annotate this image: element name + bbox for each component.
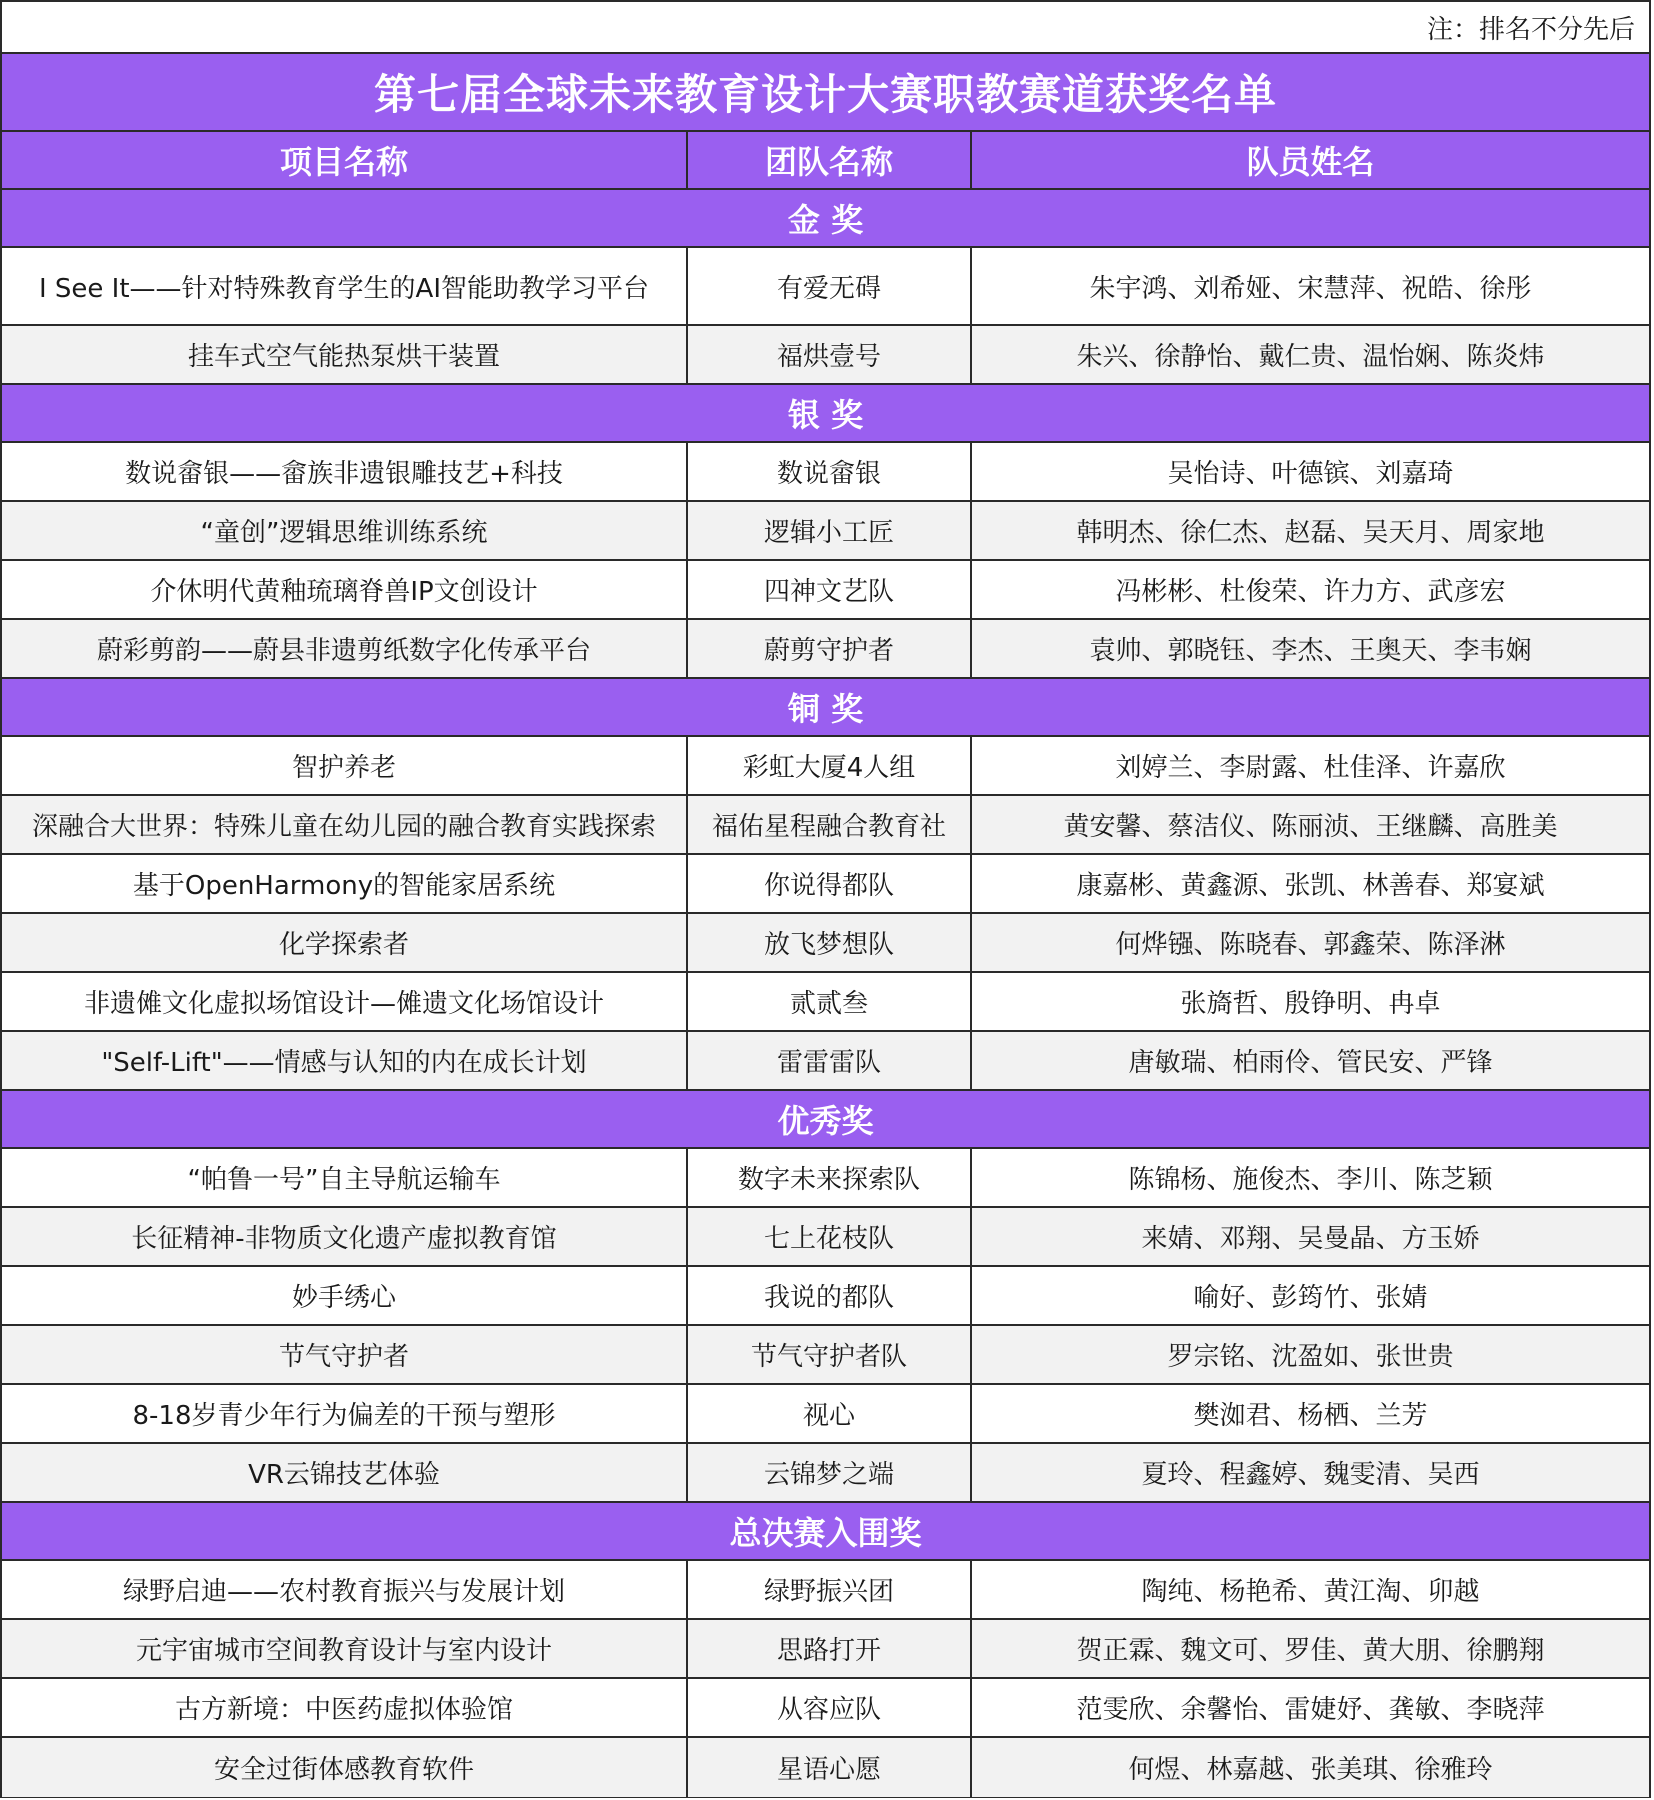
- table-row: [2, 855, 1649, 914]
- section-heading: 总决赛入围奖: [2, 1503, 1649, 1561]
- members-cell: 罗宗铭、沈盈如、张世贵: [1167, 1342, 1454, 1372]
- table-row: [2, 1385, 1649, 1444]
- header-members: 队员姓名: [1246, 143, 1375, 181]
- project-cell: 介休明代黄釉琉璃脊兽IP文创设计: [2, 561, 688, 618]
- table-row: [2, 443, 1649, 502]
- members-cell: 刘婷兰、李尉露、杜佳泽、许嘉欣: [1115, 753, 1506, 783]
- project-cell: 节气守护者: [2, 1326, 688, 1383]
- members-cell: 朱兴、徐静怡、戴仁贵、温怡娴、陈炎炜: [1076, 342, 1545, 372]
- team-cell: 数说畲银: [688, 443, 972, 500]
- members-cell: 贺正霖、魏文可、罗佳、黄大朋、徐鹏翔: [1076, 1636, 1545, 1666]
- team-cell: 思路打开: [688, 1620, 972, 1677]
- team-cell: 你说得都队: [688, 855, 972, 912]
- ranking-note-text: 注：排名不分先后: [1426, 14, 1635, 45]
- table-row: [2, 737, 1649, 796]
- table-row: [2, 1149, 1649, 1208]
- table-row: [2, 248, 1649, 326]
- team-cell: 数字未来探索队: [688, 1149, 972, 1206]
- project-cell: I See It——针对特殊教育学生的AI智能助教学习平台: [2, 248, 688, 324]
- team-cell: 彩虹大厦4人组: [688, 737, 972, 794]
- table-row: [2, 1679, 1649, 1738]
- table-row: [2, 620, 1649, 679]
- members-cell: 樊洳君、杨栖、兰芳: [1193, 1401, 1428, 1431]
- team-cell: 从容应队: [688, 1679, 972, 1736]
- table-row: [2, 1620, 1649, 1679]
- team-cell: 节气守护者队: [688, 1326, 972, 1383]
- members-cell: 夏玲、程鑫婷、魏雯清、吴西: [1141, 1460, 1480, 1490]
- table-row: [2, 1444, 1649, 1503]
- members-cell: 喻好、彭筠竹、张婧: [1193, 1283, 1428, 1313]
- project-cell: 化学探索者: [2, 914, 688, 971]
- project-cell: VR云锦技艺体验: [2, 1444, 688, 1501]
- project-cell: 8-18岁青少年行为偏差的干预与塑形: [2, 1385, 688, 1442]
- team-cell: 福佑星程融合教育社: [688, 796, 972, 853]
- team-cell: 贰贰叁: [688, 973, 972, 1030]
- table-header: [2, 132, 1649, 190]
- project-cell: 非遗傩文化虚拟场馆设计—傩遗文化场馆设计: [2, 973, 688, 1030]
- members-cell: 陈锦杨、施俊杰、李川、陈芝颖: [1128, 1165, 1493, 1195]
- table-row: [2, 1208, 1649, 1267]
- members-cell: 张旖哲、殷铮明、冉卓: [1180, 989, 1441, 1019]
- table-row: [2, 326, 1649, 385]
- members-cell: 何烨镪、陈晓春、郭鑫荣、陈泽淋: [1115, 930, 1506, 960]
- table-row: [2, 1267, 1649, 1326]
- team-cell: 四神文艺队: [688, 561, 972, 618]
- team-cell: 云锦梦之端: [688, 1444, 972, 1501]
- project-cell: 长征精神-非物质文化遗产虚拟教育馆: [2, 1208, 688, 1265]
- members-cell: 冯彬彬、杜俊荣、许力方、武彦宏: [1115, 577, 1506, 607]
- members-cell: 袁帅、郭晓钰、李杰、王奥天、李韦娴: [1089, 636, 1532, 666]
- ranking-note: [2, 2, 1649, 54]
- project-cell: 基于OpenHarmony的智能家居系统: [2, 855, 688, 912]
- project-cell: 妙手绣心: [2, 1267, 688, 1324]
- members-cell: 范雯欣、余馨怡、雷婕妤、龚敏、李晓萍: [1076, 1695, 1545, 1725]
- project-cell: 古方新境：中医药虚拟体验馆: [2, 1679, 688, 1736]
- members-cell: 吴怡诗、叶德镔、刘嘉琦: [1167, 459, 1454, 489]
- project-cell: “童创”逻辑思维训练系统: [2, 502, 688, 559]
- project-cell: 挂车式空气能热泵烘干装置: [2, 326, 688, 383]
- page-title: [2, 54, 1649, 132]
- section-heading: 金 奖: [2, 190, 1649, 248]
- team-cell: 福烘壹号: [688, 326, 972, 383]
- section-heading: 优秀奖: [2, 1091, 1649, 1149]
- page-title-text: 第七届全球未来教育设计大赛职教赛道获奖名单: [373, 70, 1277, 119]
- table-row: [2, 1032, 1649, 1091]
- table-row: [2, 1738, 1649, 1797]
- team-cell: 我说的都队: [688, 1267, 972, 1324]
- team-cell: 雷雷雷队: [688, 1032, 972, 1089]
- table-row: [2, 914, 1649, 973]
- team-cell: 放飞梦想队: [688, 914, 972, 971]
- award-table-body: [2, 190, 1649, 1797]
- members-cell: 韩明杰、徐仁杰、赵磊、吴天月、周家地: [1076, 518, 1545, 548]
- team-cell: 有爱无碍: [688, 248, 972, 324]
- members-cell: 黄安馨、蔡洁仪、陈丽浈、王继麟、高胜美: [1063, 812, 1558, 842]
- members-cell: 何煜、林嘉越、张美琪、徐雅玲: [1128, 1755, 1493, 1785]
- members-cell: 朱宇鸿、刘希娅、宋慧萍、祝皓、徐彤: [1089, 273, 1532, 304]
- table-row: [2, 561, 1649, 620]
- project-cell: 深融合大世界：特殊儿童在幼儿园的融合教育实践探索: [2, 796, 688, 853]
- table-row: [2, 1561, 1649, 1620]
- table-row: [2, 973, 1649, 1032]
- table-row: [2, 1326, 1649, 1385]
- project-cell: 智护养老: [2, 737, 688, 794]
- section-heading: 银 奖: [2, 385, 1649, 443]
- team-cell: 星语心愿: [688, 1738, 972, 1797]
- project-cell: 元宇宙城市空间教育设计与室内设计: [2, 1620, 688, 1677]
- team-cell: 视心: [688, 1385, 972, 1442]
- members-cell: 来婧、邓翔、吴曼晶、方玉娇: [1141, 1224, 1480, 1254]
- table-row: [2, 796, 1649, 855]
- team-cell: 七上花枝队: [688, 1208, 972, 1265]
- table-row: [2, 502, 1649, 561]
- members-cell: 陶纯、杨艳希、黄江淘、卯越: [1141, 1577, 1480, 1607]
- project-cell: 数说畲银——畲族非遗银雕技艺+科技: [2, 443, 688, 500]
- project-cell: 蔚彩剪韵——蔚县非遗剪纸数字化传承平台: [2, 620, 688, 677]
- header-team: 团队名称: [688, 132, 972, 188]
- project-cell: "Self-Lift"——情感与认知的内在成长计划: [2, 1032, 688, 1089]
- project-cell: 安全过街体感教育软件: [2, 1738, 688, 1797]
- project-cell: “帕鲁一号”自主导航运输车: [2, 1149, 688, 1206]
- team-cell: 绿野振兴团: [688, 1561, 972, 1618]
- project-cell: 绿野启迪——农村教育振兴与发展计划: [2, 1561, 688, 1618]
- members-cell: 唐敏瑞、柏雨伶、管民安、严锋: [1128, 1048, 1493, 1078]
- section-heading: 铜 奖: [2, 679, 1649, 737]
- header-project: 项目名称: [2, 132, 688, 188]
- members-cell: 康嘉彬、黄鑫源、张凯、林善春、郑宴斌: [1076, 871, 1545, 901]
- team-cell: 逻辑小工匠: [688, 502, 972, 559]
- team-cell: 蔚剪守护者: [688, 620, 972, 677]
